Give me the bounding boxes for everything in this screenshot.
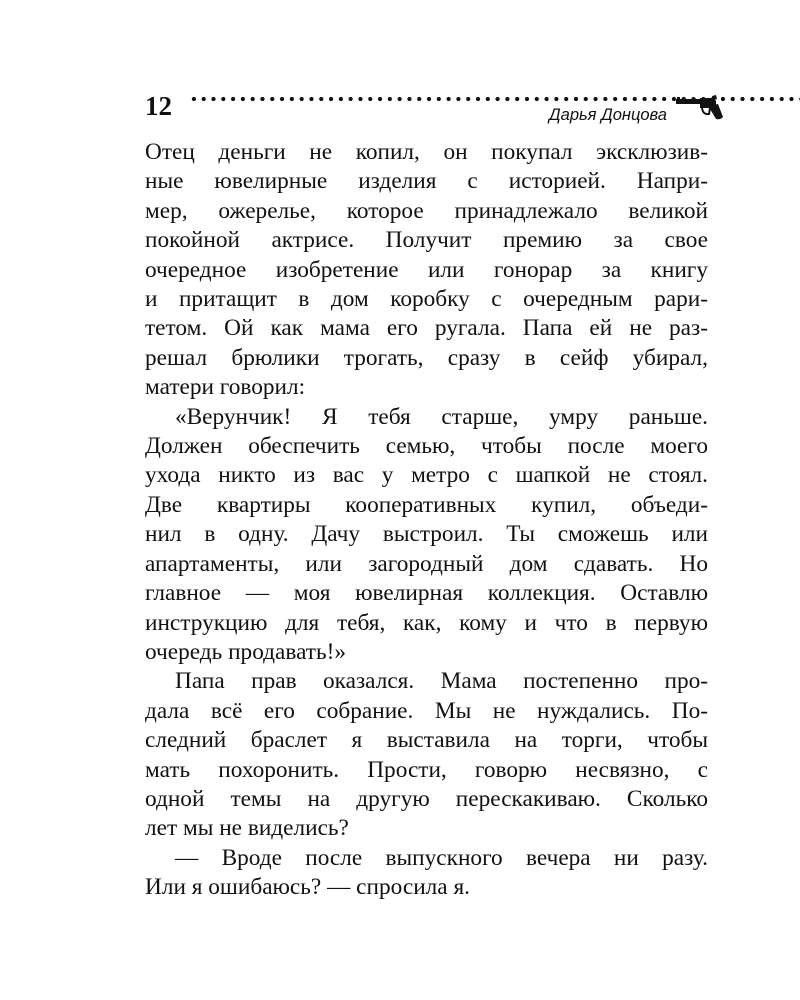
text-line: мер, ожерелье, которое принадлежало великой [145, 197, 708, 224]
author-name: Дарья Донцова [549, 106, 667, 124]
text-line: «Верунчик! Я тебя старше, умру раньше. [175, 403, 708, 430]
text-line: Или я ошибаюсь? — спросила я. [145, 874, 471, 901]
text-line: решал брюлики трогать, сразу в сейф убирал, [145, 344, 708, 371]
text-line: ные ювелирные изделия с историей. Напри- [145, 168, 708, 195]
text-line: лет мы не виделись? [145, 815, 349, 842]
text-line: Папа прав оказался. Мама постепенно про- [175, 668, 708, 695]
text-line: очередное изобретение или гонорар за книгу [145, 256, 708, 283]
text-line: — Вроде после выпускного вечера ни разу. [175, 844, 708, 871]
pistol-icon [676, 95, 724, 121]
text-line: Отец деньги не копил, он покупал эксклюзив- [145, 139, 708, 165]
text-line: и притащит в дом коробку с очередным рари- [145, 286, 708, 313]
text-line: матери говорил: [145, 374, 306, 401]
text-line: одной темы на другую перескакиваю. Сколько [145, 785, 708, 812]
text-line: ухода никто из вас у метро с шапкой не стоял. [145, 462, 708, 489]
text-line: следний браслет я выставила на торги, чтобы [145, 727, 708, 754]
text-line: Две квартиры кооперативных купил, объеди- [145, 491, 708, 518]
text-line: апартаменты, или загородный дом сдавать. Но [145, 550, 708, 577]
text-line: Должен обеспечить семью, чтобы после моего [145, 433, 708, 460]
body-text [145, 138, 708, 903]
text-line: главное — моя ювелирная коллекция. Оставлю [145, 580, 708, 607]
text-line: мать похоронить. Прости, говорю несвязно, с [145, 756, 708, 783]
text-line: покойной актрисе. Получит премию за свое [145, 227, 708, 254]
text-line: очередь продавать!» [145, 638, 347, 665]
text-line: инструкцию для тебя, как, кому и что в первую [145, 609, 708, 636]
text-line: тетом. Ой как мама его ругала. Папа ей не раз- [145, 315, 708, 342]
text-line: дала всё его собрание. Мы не нуждались. По- [145, 697, 708, 724]
text-line: нил в одну. Дачу выстроил. Ты сможешь или [145, 521, 708, 548]
page-number: 12 [145, 91, 172, 121]
page-header [145, 92, 725, 132]
